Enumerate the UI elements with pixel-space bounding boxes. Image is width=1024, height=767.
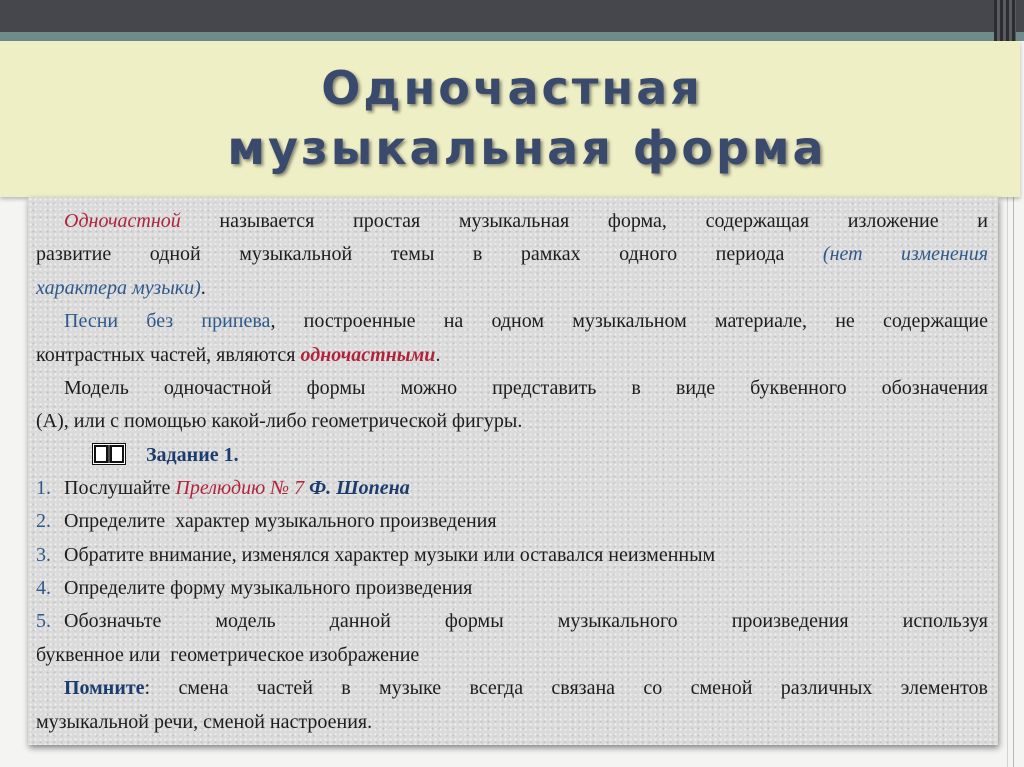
model-paragraph-line-2: (А), или с помощью какой-либо геометрической фигуры. — [36, 410, 523, 433]
list-number: 1. — [36, 476, 51, 499]
definition-paragraph-line-2 — [36, 238, 988, 271]
reminder-text: смена частей в музыке всегда связана со сменой различных элементов — [150, 677, 988, 700]
definition-text: называется простая музыкальная форма, содержащая изложение и — [180, 210, 988, 232]
work-title: Прелюдию № 7 — [175, 476, 310, 499]
list-text-2: буквенное или геометрическое изображение — [36, 643, 420, 666]
slide-body — [36, 205, 988, 739]
list-item — [36, 605, 988, 672]
definition-paragraph-line-1 — [36, 205, 988, 238]
list-number: 2. — [36, 510, 51, 533]
list-text: Послушайте — [64, 476, 176, 499]
list-item — [36, 539, 988, 572]
reminder-label: Помните — [64, 677, 145, 700]
list-text: Определите форму музыкального произведения — [64, 577, 473, 600]
top-bar — [0, 0, 1024, 32]
definition-end: . — [200, 276, 206, 299]
songs-text-2: контрастных частей, являются — [36, 343, 301, 366]
list-item — [36, 472, 988, 505]
list-item — [36, 572, 988, 605]
reminder-line-2: музыкальной речи, сменой настроения. — [36, 710, 373, 733]
definition-note-2: характера музыки) — [36, 276, 201, 299]
list-number: 3. — [36, 543, 51, 566]
reminder-line-1 — [36, 672, 988, 705]
list-number: 5. — [36, 610, 51, 633]
slide-title-line-2: музыкальная форма — [227, 121, 827, 175]
task-heading — [36, 439, 988, 472]
model-paragraph-line-1: Модель одночастной формы можно представить в виде буквенного обозначения — [64, 377, 988, 400]
composer-name: Ф. Шопена — [309, 476, 410, 499]
task-label: Задание 1. — [146, 443, 239, 466]
definition-text-2: развитие одной музыкальной темы в рамках одного периода — [36, 243, 823, 266]
list-text: Определите характер музыкального произведения — [64, 510, 497, 533]
top-accent-strip — [0, 32, 1024, 41]
songs-lead: Песни без припева — [64, 310, 271, 333]
songs-end: . — [435, 343, 441, 366]
list-text: Обратите внимание, изменялся характер музыки или оставался неизменным — [64, 543, 716, 566]
songs-paragraph-line-2 — [36, 339, 988, 372]
songs-term: одночастными — [300, 343, 436, 366]
list-text: Обозначьте модель данной формы музыкального произведения используя — [64, 610, 988, 633]
slide-title-line-1: Одночастная — [321, 61, 703, 115]
definition-paragraph-line-3 — [36, 272, 988, 305]
definition-note: (нет изменения — [822, 243, 988, 266]
list-number: 4. — [36, 577, 51, 600]
corner-stripes — [994, 0, 1016, 41]
songs-paragraph-line-1 — [36, 305, 988, 338]
book-icon — [92, 443, 126, 465]
songs-text: , построенные на одном музыкальном материале, не содержащие — [270, 310, 988, 333]
reminder-colon: : — [144, 677, 151, 700]
list-item — [36, 505, 988, 538]
definition-term: Одночастной — [64, 210, 181, 232]
slide-title — [0, 58, 1024, 178]
